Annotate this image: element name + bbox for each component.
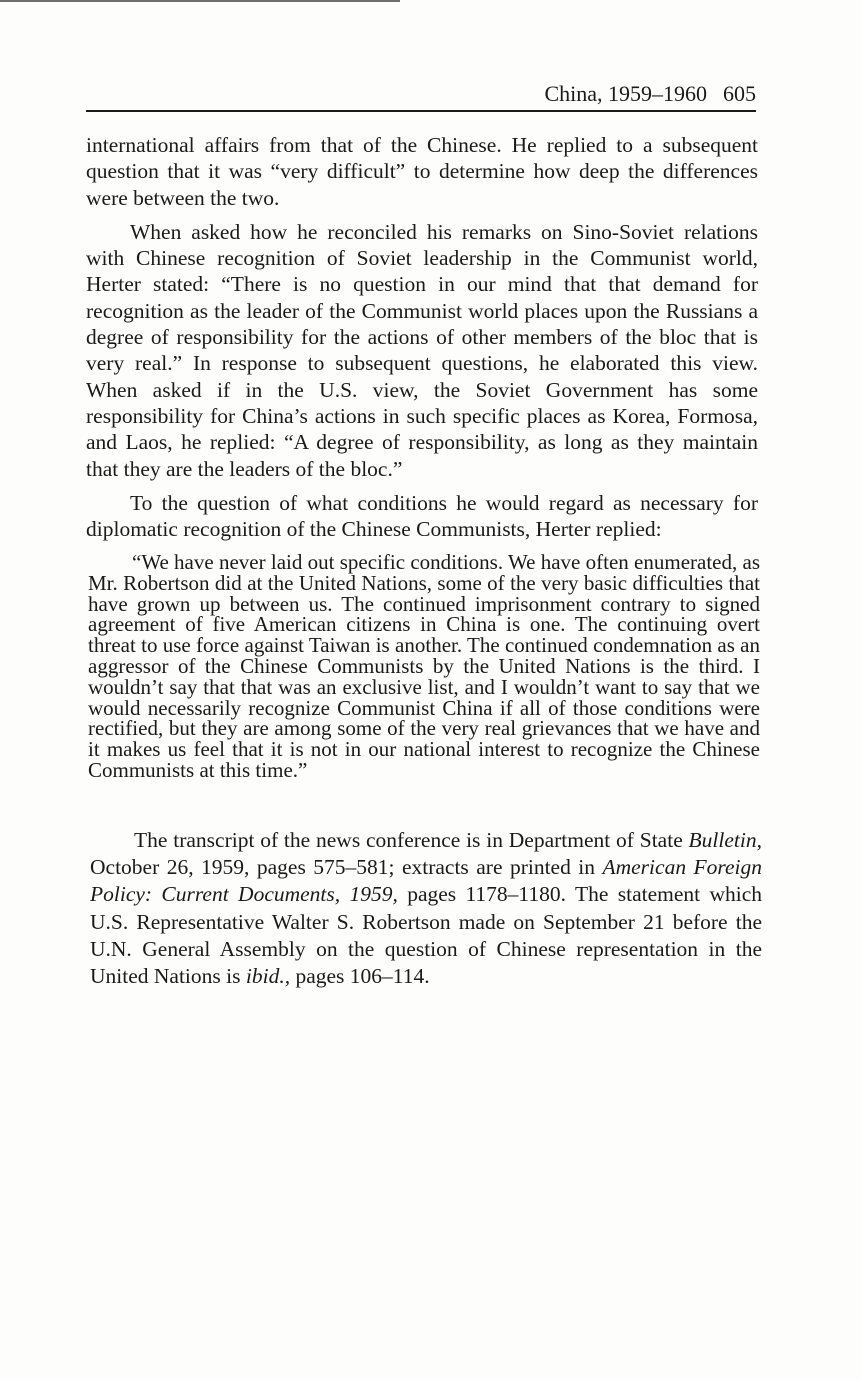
paragraph-1: international affairs from that of the Chinese. He replied to a subsequent question that it was “very difficult” to determine how deep the differences were between the two.	[86, 133, 758, 210]
note-text-4: pages 106–114.	[290, 964, 430, 989]
block-quote: “We have never laid out specific conditions. We have often enumerated, as Mr. Robertson did at the United Nations, some of the very basic difficulties that have grown up between us. The continued imprisonment contrary to signed agreement of five American citizens in China is one. The continuing overt threat to use force against Taiwan is another. The continued condemnation as an aggressor of the Chinese Communists by the United Nations is the third. I wouldn’t say that that was an exclusive list, and I wouldn’t want to say that we would necessarily recognize Communist China if all of those conditions were rectified, but they are among some of the very real grievances that we have and it makes us feel that it is not in our national interest to recognize the Chinese Communists at this time.”	[88, 550, 760, 782]
note-italic-afp: American Foreign Policy: Current Documents, 1959,	[90, 855, 762, 907]
header-rule	[86, 110, 756, 112]
body-text	[86, 132, 758, 542]
running-header	[86, 80, 756, 108]
page-number: 605	[723, 81, 756, 106]
note-italic-bulletin: Bulletin,	[688, 828, 762, 852]
note-text-1: The transcript of the news conference is in Department of State	[134, 828, 689, 852]
note-text-2: October 26, 1959, pages 575–581; extracts are printed in	[90, 855, 603, 880]
editorial-note	[90, 827, 762, 990]
scan-edge	[0, 0, 400, 2]
note-text-3: pages 1178–1180. The statement which U.S. Representative Walter S. Robertson made on September 21 before the U.N. General Assembly on the question of Chinese representation in the United Nations is	[90, 882, 762, 989]
running-title: China, 1959–1960	[544, 81, 707, 106]
paragraph-3: To the question of what conditions he would regard as necessary for diplomatic recognition of the Chinese Communists, Herter replied:	[86, 490, 758, 542]
paragraph-2: When asked how he reconciled his remarks on Sino-Soviet relations with Chinese recognition of Soviet leadership in the Communist world, Herter stated: “There is no question in our mind that that demand for recognition as the leader of the Communist world places upon the Russians a degree of responsibility for the actions of other members of the bloc that is very real.” In response to subsequent questions, he elaborated this view. When asked if in the U.S. view, the Soviet Government has some responsibility for China’s actions in such specific places as Korea, Formosa, and Laos, he replied: “A degree of responsibility, as long as they maintain that they are the leaders of the bloc.”	[86, 219, 758, 481]
note-italic-ibid: ibid.,	[245, 964, 291, 989]
